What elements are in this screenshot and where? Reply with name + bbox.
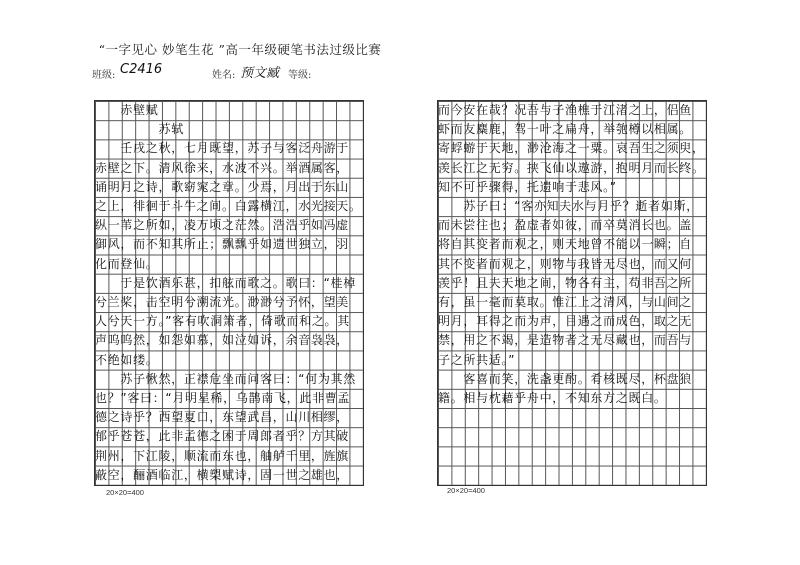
handwritten-line: 壬戌之秋，七月既望，苏子与客泛舟游于 bbox=[95, 141, 350, 156]
handwritten-line: 于是饮酒乐甚，扣舷而歌之。歌曰：“桂棹 bbox=[95, 275, 356, 290]
handwritten-line: 兮兰桨，击空明兮溯流光。渺渺兮予怀，望美 bbox=[95, 295, 350, 309]
handwritten-line: 不绝如缕。 bbox=[95, 352, 159, 367]
handwritten-line: 知不可乎骤得，托遗响于悲风。” bbox=[438, 179, 617, 194]
handwritten-line: 将自其变者而观之，则天地曾不能以一瞬；自 bbox=[438, 237, 693, 252]
name-value: 预文臧 bbox=[240, 66, 280, 81]
handwritten-line: 明月，耳得之而为声，目遇之而成色，取之无 bbox=[438, 314, 693, 329]
handwritten-line: 有，虽一毫而莫取。惟江上之清风，与山间之 bbox=[438, 295, 693, 309]
handwritten-line: 郁乎苍苍，此非孟德之困于周郎者乎？方其破 bbox=[95, 429, 350, 444]
handwritten-line: 之上，徘徊于斗牛之间。白露横江，水光接天。 bbox=[95, 199, 362, 213]
handwritten-line: 也？”客曰：“月明星稀，乌鹊南飞，此非曹孟 bbox=[95, 391, 351, 405]
right-grid-caption: 20×20=400 bbox=[447, 486, 485, 495]
class-value: C2416 bbox=[120, 62, 163, 77]
student-info-row bbox=[92, 64, 402, 80]
handwritten-line: 籍。相与枕藉乎舟中，不知东方之既白。 bbox=[438, 391, 667, 405]
handwritten-line: 羡乎！且夫天地之间，物各有主，苟非吾之所 bbox=[438, 275, 693, 290]
handwritten-line: 客喜而笑，洗盏更酌。肴核既尽，杯盘狼 bbox=[438, 371, 693, 386]
handwritten-line: 寄蜉蝣于天地，渺沧海之一粟。哀吾生之须臾， bbox=[438, 141, 705, 156]
handwritten-line: 御风，而不知其所止；飘飘乎如遗世独立，羽 bbox=[95, 237, 350, 252]
grade-label: 等级: bbox=[288, 70, 312, 81]
handwritten-line: 赤壁之下。清风徐来，水波不兴。举酒属客， bbox=[95, 160, 350, 175]
page-header-title: “一字见心 妙笔生花 ”高一年级硬笔书法过级比赛 bbox=[98, 42, 382, 57]
handwritten-line: 虾而友麋鹿，驾一叶之扁舟，举匏樽以相属。 bbox=[438, 122, 693, 137]
handwritten-line bbox=[438, 427, 706, 446]
handwritten-line: 而今安在哉？况吾与子渔樵于江渚之上，侣鱼 bbox=[438, 103, 693, 117]
handwritten-line: 蔽空，酾酒临江，横槊赋诗，固一世之雄也， bbox=[95, 467, 350, 482]
handwritten-line: 羡长江之无穷。挟飞仙以遨游，抱明月而长终。 bbox=[438, 160, 705, 175]
handwritten-line: 荆州，下江陵，顺流而东也，舳舻千里，旌旗 bbox=[95, 448, 350, 463]
name-label: 姓名: bbox=[212, 70, 236, 81]
left-grid-caption: 20×20=400 bbox=[106, 488, 144, 497]
right-writing-grid bbox=[437, 100, 707, 486]
class-label: 班级: bbox=[92, 70, 116, 81]
handwritten-line bbox=[438, 408, 706, 427]
handwritten-line: 苏轼 bbox=[95, 122, 184, 137]
handwritten-line: 德之诗乎？西望夏口，东望武昌，山川相缪， bbox=[95, 410, 350, 425]
handwritten-line: 人兮天一方。”客有吹洞箫者，倚歌而和之。其 bbox=[95, 314, 350, 329]
handwritten-line: 禁，用之不竭，是造物者之无尽藏也，而吾与 bbox=[438, 333, 693, 348]
handwritten-line bbox=[438, 466, 706, 485]
handwritten-line: 其不变者而观之，则物与我皆无尽也，而又何 bbox=[438, 256, 693, 271]
handwritten-line: 苏子愀然，正襟危坐而问客曰：“何为其然 bbox=[95, 371, 356, 386]
handwritten-line: 苏子曰：“客亦知夫水与月乎？逝者如斯， bbox=[438, 199, 699, 213]
handwritten-line: 子之所共适。” bbox=[438, 352, 516, 367]
handwritten-line: 化而登仙。 bbox=[95, 256, 159, 271]
handwritten-line: 纵一苇之所如，凌万顷之茫然。浩浩乎如冯虚 bbox=[95, 218, 350, 233]
handwritten-line bbox=[438, 447, 706, 466]
handwritten-line: 声呜呜然，如怨如慕，如泣如诉，余音袅袅， bbox=[95, 333, 350, 348]
left-writing-grid bbox=[94, 100, 364, 486]
handwritten-line: 赤壁赋 bbox=[95, 103, 159, 117]
handwritten-line: 诵明月之诗，歌窈窕之章。少焉，月出于东山 bbox=[95, 179, 350, 194]
handwritten-line: 而未尝往也；盈虚者如彼，而卒莫消长也。盖 bbox=[438, 218, 693, 233]
